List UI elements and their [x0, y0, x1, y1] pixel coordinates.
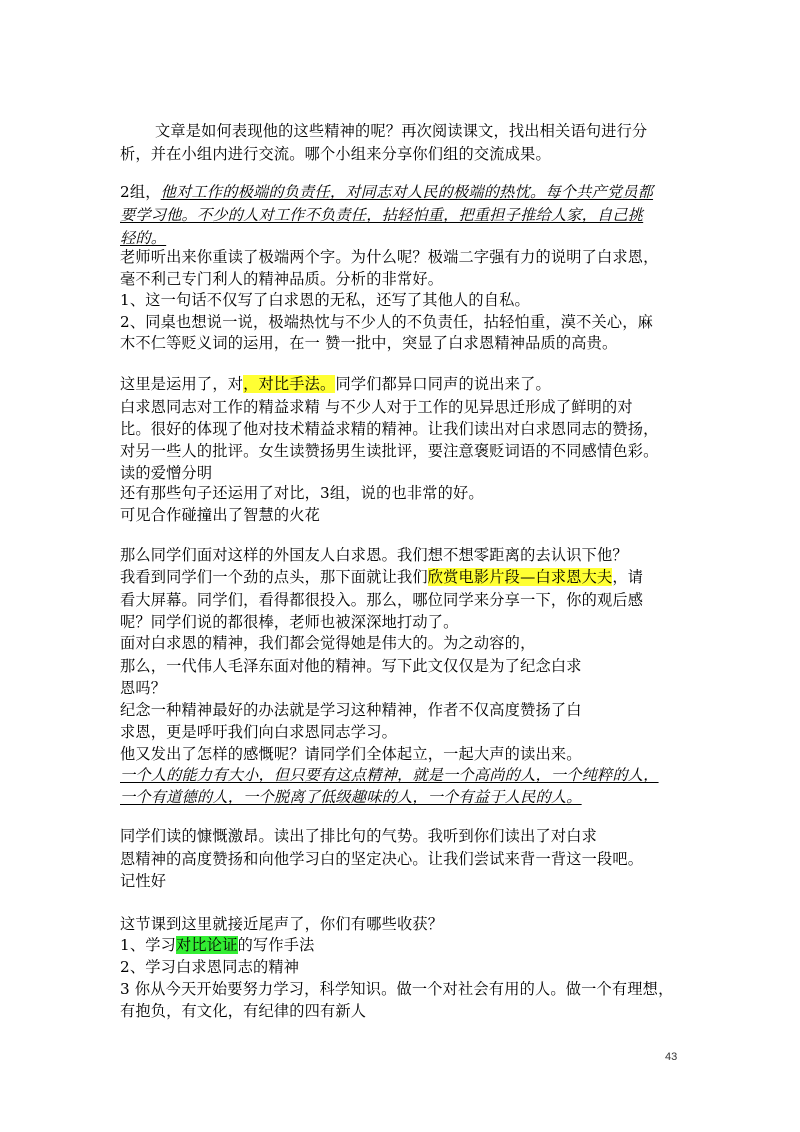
- group-label: 2组，: [120, 183, 161, 201]
- text-line: 老师听出来你重读了极端两个字。为什么呢？极端二字强有力的说明了白求恩，: [120, 248, 659, 266]
- text-line: 面对白求恩的精神，我们都会觉得她是伟大的。为之动容的，: [120, 634, 536, 652]
- highlighted-text: ，对比手法。: [243, 375, 336, 393]
- quoted-sentence: 一个人的能力有大小，但只要有这点精神，就是一个高尚的人，一个纯粹的人，: [120, 766, 659, 784]
- quoted-sentence: 要学习他。不少的人对工作不负责任，拈轻怕重，把重担子推给人家，自己挑: [120, 206, 644, 224]
- text-line: 文章是如何表现他的这些精神的呢？再次阅读课文，找出相关语句进行分: [155, 122, 648, 140]
- text-line: 看大屏幕。同学们，看得都很投入。那么，哪位同学来分享一下，你的观后感: [120, 591, 644, 609]
- quoted-sentence: 轻的。: [120, 229, 167, 247]
- text-line: 恩吗？: [120, 679, 167, 697]
- text-line: 同学们读的慷慨激昂。读出了排比句的气势。我听到你们读出了对白求: [120, 827, 598, 845]
- text-line: [120, 566, 643, 588]
- text-line: [120, 373, 551, 395]
- text-line: [120, 181, 653, 203]
- text-line: 读的爱憎分明: [120, 464, 213, 482]
- text-segment: 的写作手法: [237, 936, 315, 954]
- text-line: 恩精神的高度赞扬和向他学习白的坚定决心。让我们尝试来背一背这一段吧。: [120, 850, 644, 868]
- text-line: 2、同桌也想说一说，极端热忱与不少人的不负责任，拈轻怕重，漠不关心，麻: [120, 313, 654, 331]
- highlighted-text: 对比论证: [176, 936, 238, 954]
- text-line: 求恩，更是呼吁我们向白求恩同志学习。: [120, 723, 397, 741]
- text-line: 这节课到这里就接近尾声了，你们有哪些收获？: [120, 915, 444, 933]
- text-line: 可见合作碰撞出了智慧的火花: [120, 506, 321, 524]
- text-line: 那么同学们面对这样的外国友人白求恩。我们想不想零距离的去认识下他？: [120, 546, 628, 564]
- text-line: 还有那些句子还运用了对比，3组，说的也非常的好。: [120, 484, 484, 502]
- text-segment: 我看到同学们一个劲的点头，那下面就让我们: [120, 568, 428, 586]
- text-line: 1、这一句话不仅写了白求恩的无私，还写了其他人的自私。: [120, 291, 530, 309]
- text-line: 呢？同学们说的都很棒，老师也被深深地打动了。: [120, 613, 459, 631]
- text-line: 对另一些人的批评。女生读赞扬男生读批评，要注意褒贬词语的不同感情色彩。: [120, 442, 659, 460]
- text-segment: 1、学习: [120, 936, 177, 954]
- text-line: 比。很好的体现了他对技术精益求精的精神。让我们读出对白求恩同志的赞扬，: [120, 420, 659, 438]
- quoted-sentence: 一个有道德的人，一个脱离了低级趣味的人，一个有益于人民的人。: [120, 788, 582, 806]
- text-line: 那么，一代伟人毛泽东面对他的精神。写下此文仅仅是为了纪念白求: [120, 657, 582, 675]
- text-segment: ，请: [612, 568, 644, 586]
- text-line: 2、学习白求恩同志的精神: [120, 958, 300, 976]
- text-line: 3 你从今天开始要努力学习，科学知识。做一个对社会有用的人。做一个有理想，: [120, 980, 674, 998]
- quoted-sentence: 他对工作的极端的负责任，对同志对人民的极端的热忱。每个共产党员都: [160, 183, 654, 201]
- text-segment: 同学们都异口同声的说出来了。: [335, 375, 551, 393]
- text-segment: 这里是运用了，对: [120, 375, 244, 393]
- text-line: 记性好: [120, 872, 167, 890]
- text-line: 有抱负，有文化，有纪律的四有新人: [120, 1002, 367, 1020]
- highlighted-text: 欣赏电影片段—白求恩大夫: [427, 568, 613, 586]
- text-line: [120, 934, 315, 956]
- page-number: 43: [665, 1051, 678, 1063]
- text-line: 纪念一种精神最好的办法就是学习这种精神，作者不仅高度赞扬了白: [120, 701, 582, 719]
- text-line: 他又发出了怎样的感慨呢？请同学们全体起立，一起大声的读出来。: [120, 745, 582, 763]
- text-line: 析，并在小组内进行交流。哪个小组来分享你们组的交流成果。: [120, 145, 551, 163]
- text-line: 木不仁等贬义词的运用，在一 赞一批中，突显了白求恩精神品质的高贵。: [120, 334, 618, 352]
- text-line: 毫不利己专门利人的精神品质。分析的非常好。: [120, 270, 444, 288]
- text-line: 白求恩同志对工作的精益求精 与不少人对于工作的见异思迁形成了鲜明的对: [120, 398, 633, 416]
